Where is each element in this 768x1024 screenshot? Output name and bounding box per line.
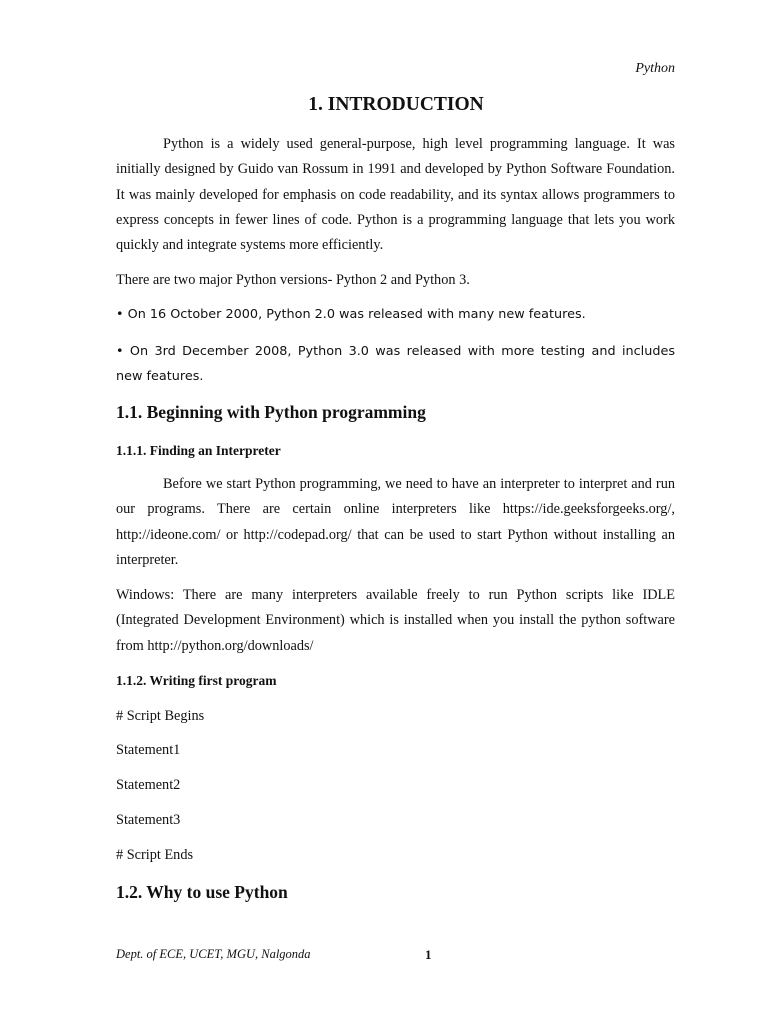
chapter-title: 1. INTRODUCTION	[308, 94, 484, 115]
intro-paragraph: Python is a widely used general-purpose, high level programming language. It was initially designed by Guido van Rossum in 1991 and developed by Python Software Foundation. It was mainly developed for emphasis on code readability, and its syntax allows programmers to express concepts in fewer lines of code. Python is a programming language that lets you work quickly and integrate systems more efficiently.	[116, 136, 675, 254]
running-header: Python	[635, 61, 675, 76]
windows-paragraph: Windows: There are many interpreters available freely to run Python scripts like IDLE (Integrated Development Environment) which is installed when you install the python software from http://python.org/downloads/	[116, 587, 675, 654]
script-line: # Script Ends	[116, 847, 194, 863]
footer-department: Dept. of ECE, UCET, MGU, Nalgonda	[116, 947, 311, 961]
script-line: Statement1	[116, 742, 181, 758]
bullet-python3: • On 3rd December 2008, Python 3.0 was released with more testing and includes new features.	[116, 344, 675, 385]
section-heading-1-1: 1.1. Beginning with Python programming	[116, 402, 426, 422]
page-number: 1	[425, 947, 432, 962]
subsection-heading-1-1-2: 1.1.2. Writing first program	[116, 673, 277, 688]
script-line: Statement3	[116, 812, 181, 828]
versions-paragraph: There are two major Python versions- Python 2 and Python 3.	[116, 272, 470, 288]
bullet-python2: • On 16 October 2000, Python 2.0 was released with many new features.	[116, 307, 586, 322]
subsection-heading-1-1-1: 1.1.1. Finding an Interpreter	[116, 443, 281, 458]
script-line: Statement2	[116, 777, 181, 793]
script-line: # Script Begins	[116, 708, 205, 724]
interpreter-paragraph: Before we start Python programming, we need to have an interpreter to interpret and run our programs. There are certain online interpreters like https://ide.geeksforgeeks.org/, http://ideone.com/ or http://codepad.org/ that can be used to start Python without installing an interpreter.	[116, 476, 675, 568]
section-heading-1-2: 1.2. Why to use Python	[116, 882, 288, 902]
